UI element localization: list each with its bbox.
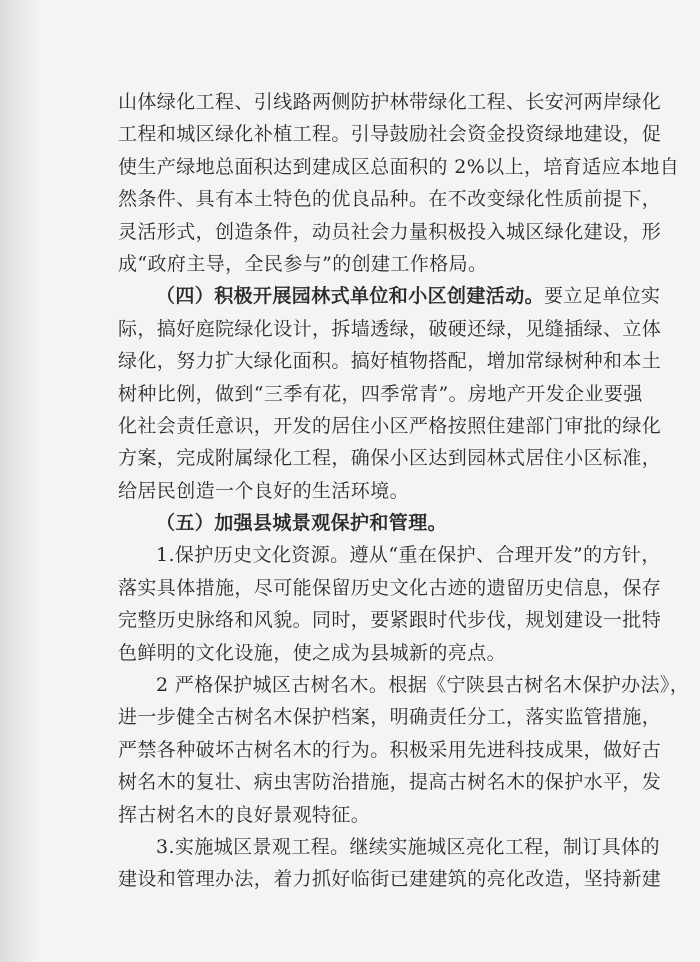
section-4-first-line <box>118 280 661 312</box>
section-5-heading: （五）加强县城景观保护和管理。 <box>156 512 448 535</box>
paragraph-line: 建设和管理办法，着力抓好临街已建建筑的亮化改造，坚持新建 <box>118 868 662 891</box>
paragraph-line: 完整历史脉络和风貌。同时，要紧跟时代步伐，规划建设一批特 <box>118 609 662 632</box>
paragraph-line: 给居民创造一个良好的生活环境。 <box>118 479 410 502</box>
item-2-first-line: 2 严格保护城区古树名木。根据《宁陕县古树名木保护办法》， <box>156 674 690 697</box>
paragraph-line: 然条件、具有本土特色的优良品种。在不改变绿化性质前提下， <box>118 188 662 211</box>
paragraph-line: 方案，完成附属绿化工程，确保小区达到园林式居住小区标准， <box>118 447 662 470</box>
paragraph-line: 树种比例，做到“三季有花，四季常青”。房地产开发企业要强 <box>118 382 643 405</box>
paragraph-line: 严禁各种破坏古树名木的行为。积极采用先进科技成果，做好古 <box>118 738 662 761</box>
paragraph-line: 化社会责任意识，开发的居住小区严格按照住建部门审批的绿化 <box>118 414 662 437</box>
paragraph-line: 工程和城区绿化补植工程。引导鼓励社会资金投资绿地建设，促 <box>118 123 662 146</box>
item-1-first-line: 1.保护历史文化资源。遵从“重在保护、合理开发”的方针， <box>156 544 661 567</box>
paragraph-line: 使生产绿地总面积达到建成区总面积的 2%以上，培育适应本地自 <box>118 155 680 178</box>
paragraph-line: 落实具体措施，尽可能保留历史文化古迹的遗留历史信息，保存 <box>118 576 662 599</box>
item-3-first-line: 3.实施城区景观工程。继续实施城区亮化工程，制订具体的 <box>156 835 660 858</box>
document-body <box>118 86 690 896</box>
paragraph-line: 色鲜明的文化设施，使之成为县城新的亮点。 <box>118 641 507 664</box>
paragraph-line: 灵活形式，创造条件，动员社会力量积极投入城区绿化建设，形 <box>118 220 662 243</box>
scan-shadow <box>0 0 40 962</box>
paragraph-line: 绿化，努力扩大绿化面积。搞好植物搭配，增加常绿树种和本土 <box>118 350 662 373</box>
paragraph-line: 进一步健全古树名木保护档案，明确责任分工，落实监管措施， <box>118 706 662 729</box>
paragraph-line: 挥古树名木的良好景观特征。 <box>118 803 371 826</box>
paragraph-line: 成“政府主导，全民参与”的创建工作格局。 <box>118 252 488 275</box>
paragraph-line: 山体绿化工程、引线路两侧防护林带绿化工程、长安河两岸绿化 <box>118 91 662 113</box>
paragraph-line: 际，搞好庭院绿化设计，拆墙透绿，破硬还绿，见缝插绿、立体 <box>118 317 662 340</box>
paragraph-line: 树名木的复壮、病虫害防治措施，提高古树名木的保护水平，发 <box>118 771 662 794</box>
section-4-heading: （四）积极开展园林式单位和小区创建活动。 <box>156 285 545 308</box>
section-4-first-tail: 要立足单位实 <box>544 285 661 308</box>
